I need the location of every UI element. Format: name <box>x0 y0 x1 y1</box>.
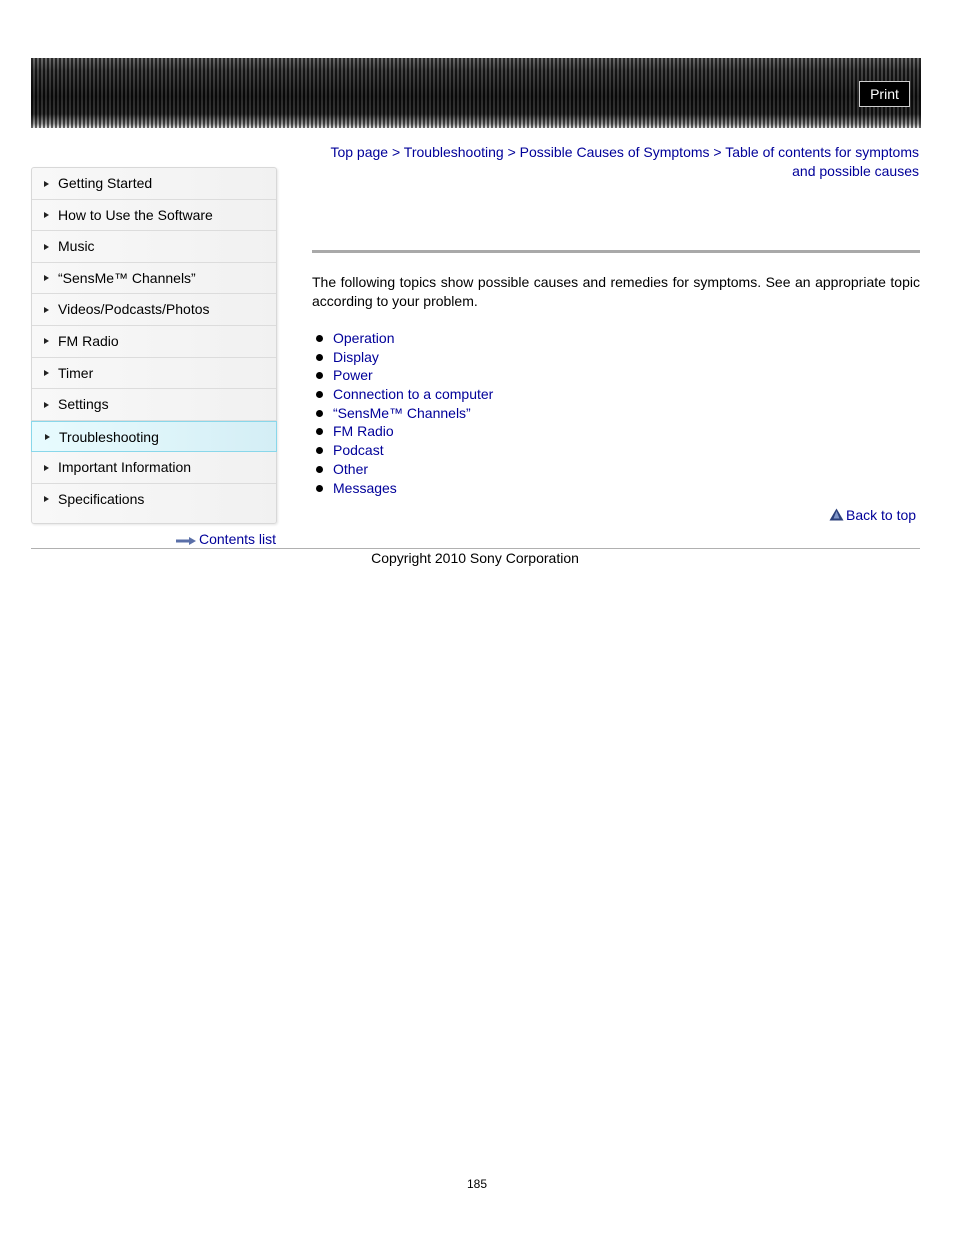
triangle-right-icon <box>45 434 50 440</box>
sidebar-item-label: FM Radio <box>58 332 119 349</box>
contents-list-link[interactable] <box>176 530 276 548</box>
sidebar-item-label: Important Information <box>58 459 192 476</box>
sidebar-item-label: Troubleshooting <box>59 428 159 445</box>
triangle-up-icon <box>829 507 844 525</box>
triangle-right-icon <box>44 275 49 281</box>
header-banner <box>31 58 921 128</box>
sidebar-item-fm-radio[interactable] <box>32 326 276 358</box>
sidebar-item-label: “SensMe™ Channels” <box>58 269 196 286</box>
breadcrumb-troubleshooting[interactable]: Troubleshooting <box>403 144 504 160</box>
sidebar-item-label: Timer <box>58 364 94 381</box>
title-divider <box>312 250 920 253</box>
topic-link-connection-to-a-computer[interactable]: Connection to a computer <box>333 386 494 403</box>
topic-link-fm-radio[interactable]: FM Radio <box>333 423 394 440</box>
list-item <box>312 441 493 460</box>
sidebar-item-label: Videos/Podcasts/Photos <box>58 301 210 318</box>
copyright-text: Copyright 2010 Sony Corporation <box>371 550 579 566</box>
topic-link-power[interactable]: Power <box>333 367 373 384</box>
sidebar-item-label: Getting Started <box>58 175 153 191</box>
topic-link-operation[interactable]: Operation <box>333 330 395 346</box>
bullet-icon <box>316 428 323 435</box>
triangle-right-icon <box>44 338 49 344</box>
sidebar-item-settings[interactable] <box>32 389 276 421</box>
triangle-right-icon <box>44 496 49 502</box>
list-item <box>312 404 493 423</box>
triangle-right-icon <box>44 402 49 408</box>
back-to-top-label: Back to top <box>846 507 917 523</box>
triangle-right-icon <box>44 465 49 471</box>
breadcrumb-current-page[interactable]: Table of contents for symptoms and possible causes <box>725 144 919 179</box>
topic-list <box>312 329 493 497</box>
list-item <box>312 366 493 385</box>
back-to-top-link[interactable] <box>829 506 916 524</box>
triangle-right-icon <box>44 370 49 376</box>
sidebar-item-troubleshooting[interactable] <box>31 421 277 453</box>
breadcrumb-separator: > <box>391 144 401 160</box>
list-item <box>312 329 493 348</box>
contents-list-label: Contents list <box>199 531 277 547</box>
sidebar-item-videos-podcasts-photos[interactable] <box>32 294 276 326</box>
sidebar-item-getting-started[interactable] <box>32 168 276 200</box>
bullet-icon <box>316 410 323 417</box>
bullet-icon <box>316 354 323 361</box>
bullet-icon <box>316 466 323 473</box>
list-item <box>312 348 493 367</box>
sidebar-item-how-to-use-the-software[interactable] <box>32 200 276 232</box>
topic-link-messages[interactable]: Messages <box>333 479 397 496</box>
breadcrumb-top-page[interactable]: Top page <box>330 144 389 160</box>
list-item <box>312 422 493 441</box>
breadcrumb-possible-causes[interactable]: Possible Causes of Symptoms <box>519 144 710 160</box>
list-item <box>312 479 493 498</box>
sidebar-item-label: Music <box>58 238 95 255</box>
bullet-icon <box>316 335 323 342</box>
bullet-icon <box>316 485 323 492</box>
topic-link-podcast[interactable]: Podcast <box>333 442 384 459</box>
breadcrumb-separator: > <box>507 144 516 160</box>
topic-link-sensme-channels[interactable]: “SensMe™ Channels” <box>333 404 471 421</box>
breadcrumb <box>312 143 919 181</box>
triangle-right-icon <box>44 181 49 187</box>
sidebar-nav <box>31 167 277 524</box>
sidebar-item-label: How to Use the Software <box>58 206 213 223</box>
sidebar-item-timer[interactable] <box>32 358 276 390</box>
breadcrumb-separator: > <box>713 144 722 160</box>
sidebar-item-music[interactable] <box>32 231 276 263</box>
triangle-right-icon <box>44 307 49 313</box>
print-button[interactable]: Print <box>859 81 910 107</box>
topic-link-other[interactable]: Other <box>333 460 369 477</box>
bullet-icon <box>316 447 323 454</box>
page-number: 185 <box>466 1177 488 1191</box>
bullet-icon <box>316 372 323 379</box>
list-item <box>312 460 493 479</box>
sidebar-item-important-information[interactable] <box>32 452 276 484</box>
topic-link-display[interactable]: Display <box>333 348 379 365</box>
sidebar-item-label: Specifications <box>58 490 145 507</box>
sidebar-item-label: Settings <box>58 396 109 413</box>
triangle-right-icon <box>44 212 49 218</box>
sidebar-item-specifications[interactable] <box>32 484 276 516</box>
sidebar-item-sensme-channels[interactable] <box>32 263 276 295</box>
arrow-right-icon <box>176 531 196 549</box>
intro-text: The following topics show possible causes and remedies for symptoms. See an appropriate topic according to your problem. <box>312 274 920 309</box>
list-item <box>312 385 493 404</box>
triangle-right-icon <box>44 244 49 250</box>
bullet-icon <box>316 391 323 398</box>
